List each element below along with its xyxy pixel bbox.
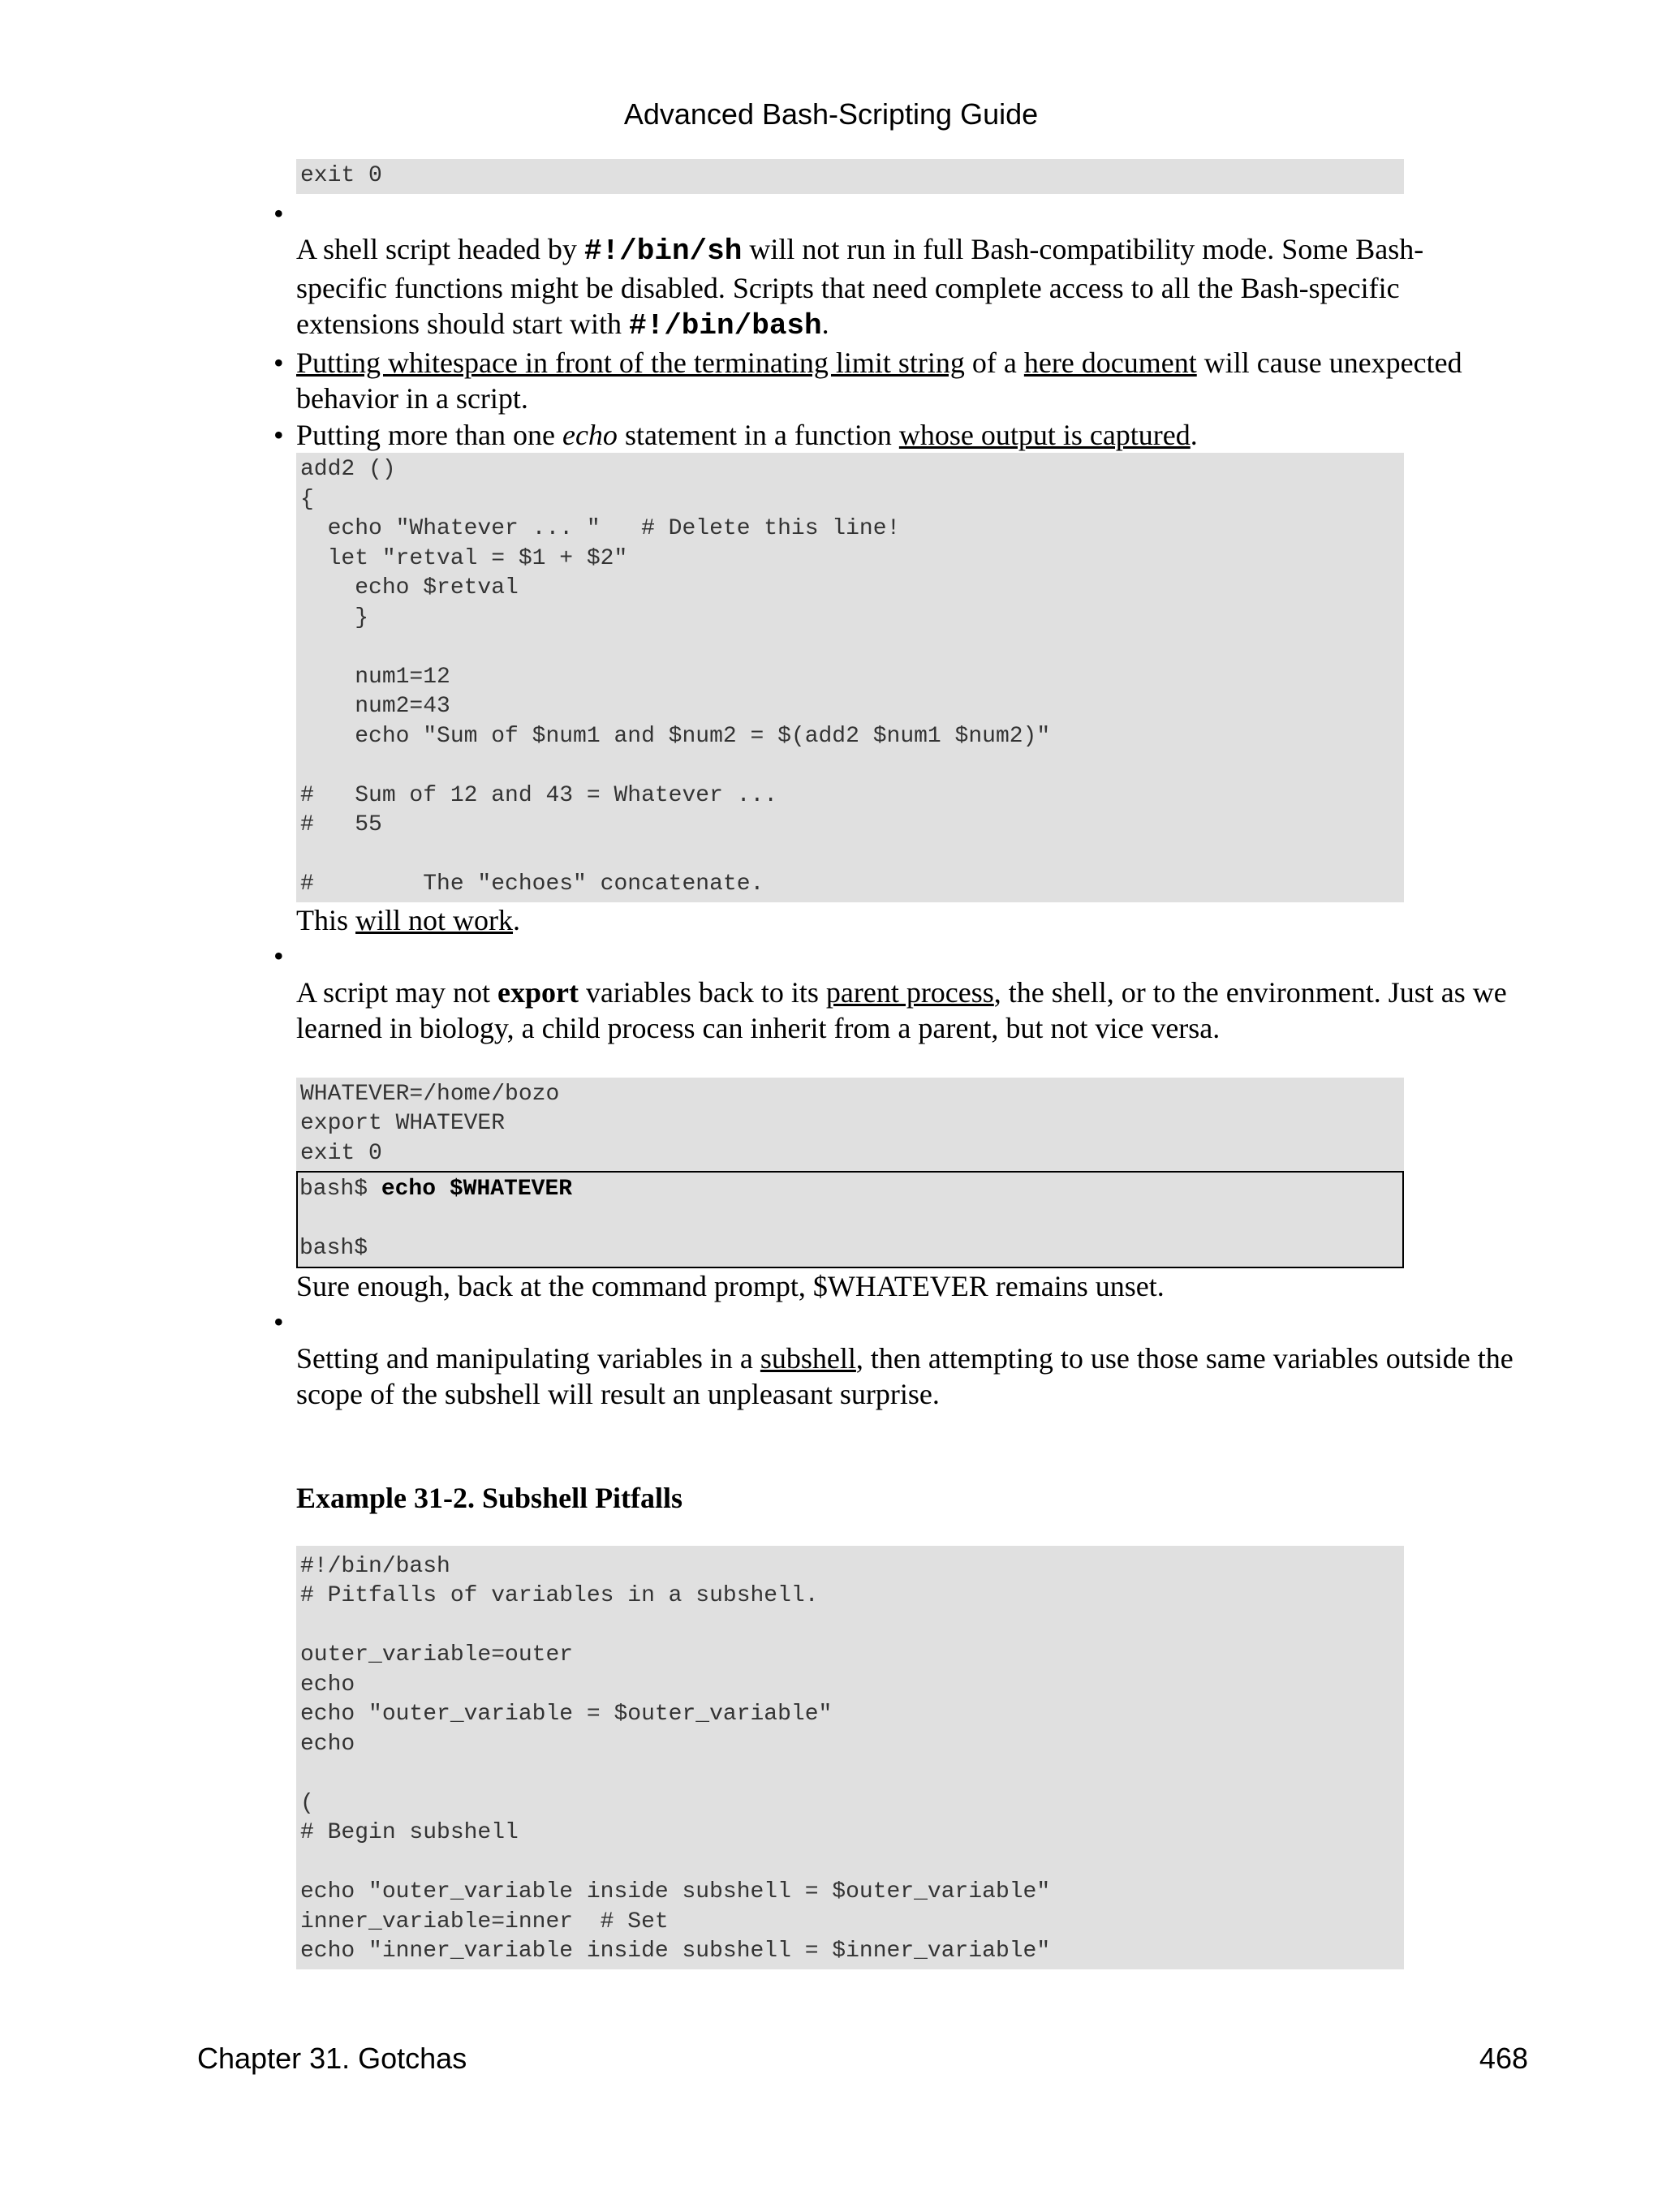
item2-text-1: of a bbox=[964, 346, 1024, 379]
terminal-output bbox=[296, 1171, 1404, 1268]
list-item-multiple-echo bbox=[273, 417, 1513, 939]
link-subshell[interactable]: subshell bbox=[760, 1341, 856, 1375]
sure-enough-text: Sure enough, back at the command prompt, $WHATEVER remains unset. bbox=[296, 1269, 1165, 1302]
item3-text-1: Putting more than one bbox=[296, 418, 562, 451]
bullet: • bbox=[273, 346, 284, 379]
item3-text-3: . bbox=[1190, 418, 1198, 451]
item3-echo: echo bbox=[562, 418, 618, 451]
code-block-subshell: #!/bin/bash # Pitfalls of variables in a subshell. outer_variable=outer echo echo "outer_variable = $outer_variable" echo ( # Begin subshell echo "outer_variable inside subshell = $outer_variable" inner_variable=inner # Set echo "inner_variable inside subshell = $inner_variable" bbox=[296, 1546, 1404, 1969]
terminal-prompt: bash$ bbox=[299, 1177, 381, 1202]
page-content bbox=[273, 159, 1513, 1969]
link-output-captured[interactable]: whose output is captured bbox=[898, 418, 1191, 451]
item4-text-2: variables back to its bbox=[578, 975, 826, 1009]
list-item-subshell bbox=[273, 1304, 1513, 1413]
page-header: Advanced Bash-Scripting Guide bbox=[623, 97, 1039, 131]
link-whitespace-limit-string[interactable]: Putting whitespace in front of the terminating limit string bbox=[296, 346, 965, 379]
item1-text-3: . bbox=[821, 308, 829, 340]
item5-text-2: , then attempting to use those same variables outside the scope of the subshell will result an unpleasant surprise. bbox=[296, 1341, 1513, 1410]
item1-text-2: will not run in full Bash-compatibility mode. Some Bash-specific functions might be disabled. Scripts that need complete access to all the Bash-specific extensions should start with bbox=[296, 233, 1424, 340]
bullet: • bbox=[273, 196, 284, 230]
item3-text-2: statement in a function bbox=[617, 418, 899, 451]
will-not-work-text-2: . bbox=[513, 903, 521, 936]
list-item-sh-shebang bbox=[273, 196, 1513, 345]
code-block-whatever: WHATEVER=/home/bozo export WHATEVER exit 0 bbox=[296, 1078, 1404, 1172]
will-not-work-line bbox=[296, 902, 1513, 939]
item2-text-2: will cause unexpected behavior in a script. bbox=[296, 346, 1462, 415]
link-here-document[interactable]: here document bbox=[1023, 346, 1197, 379]
item1-text-1: A shell script headed by bbox=[296, 233, 584, 265]
item4-export: export bbox=[497, 975, 579, 1009]
footer-chapter: Chapter 31. Gotchas bbox=[197, 2042, 467, 2075]
bullet: • bbox=[273, 1306, 284, 1338]
will-not-work-text-1: This bbox=[296, 903, 356, 936]
code-block-add2: add2 () { echo "Whatever ... " # Delete this line! let "retval = $1 + $2" echo $retval } num1=12 num2=43 echo "Sum of $num1 and $num2 = $(add2 $num1 $num2)" # Sum of 12 and 43 = Whatever ... # 55 # The "echoes" concatenate. bbox=[296, 453, 1404, 902]
link-will-not-work[interactable]: will not work bbox=[355, 903, 514, 936]
list-item-export bbox=[273, 938, 1513, 1304]
footer-page-number: 468 bbox=[1479, 2042, 1528, 2075]
list-item-whitespace bbox=[273, 345, 1513, 417]
shebang-bash: #!/bin/bash bbox=[628, 309, 822, 342]
bullet: • bbox=[273, 418, 284, 451]
code-block-exit: exit 0 bbox=[296, 159, 1404, 194]
item4-text-1: A script may not bbox=[296, 975, 497, 1009]
item5-text-1: Setting and manipulating variables in a bbox=[296, 1341, 760, 1375]
terminal-command: echo $WHATEVER bbox=[381, 1177, 573, 1202]
terminal-prompt-2: bash$ bbox=[299, 1236, 368, 1261]
item4-text-3: , the shell, or to the environment. Just as we learned in biology, a child process can inherit from a parent, but not vice versa. bbox=[296, 975, 1507, 1044]
bullet: • bbox=[273, 940, 284, 972]
shebang-sh: #!/bin/sh bbox=[583, 235, 743, 268]
link-parent-process[interactable]: parent process bbox=[825, 975, 994, 1009]
example-title: Example 31-2. Subshell Pitfalls bbox=[296, 1481, 683, 1514]
